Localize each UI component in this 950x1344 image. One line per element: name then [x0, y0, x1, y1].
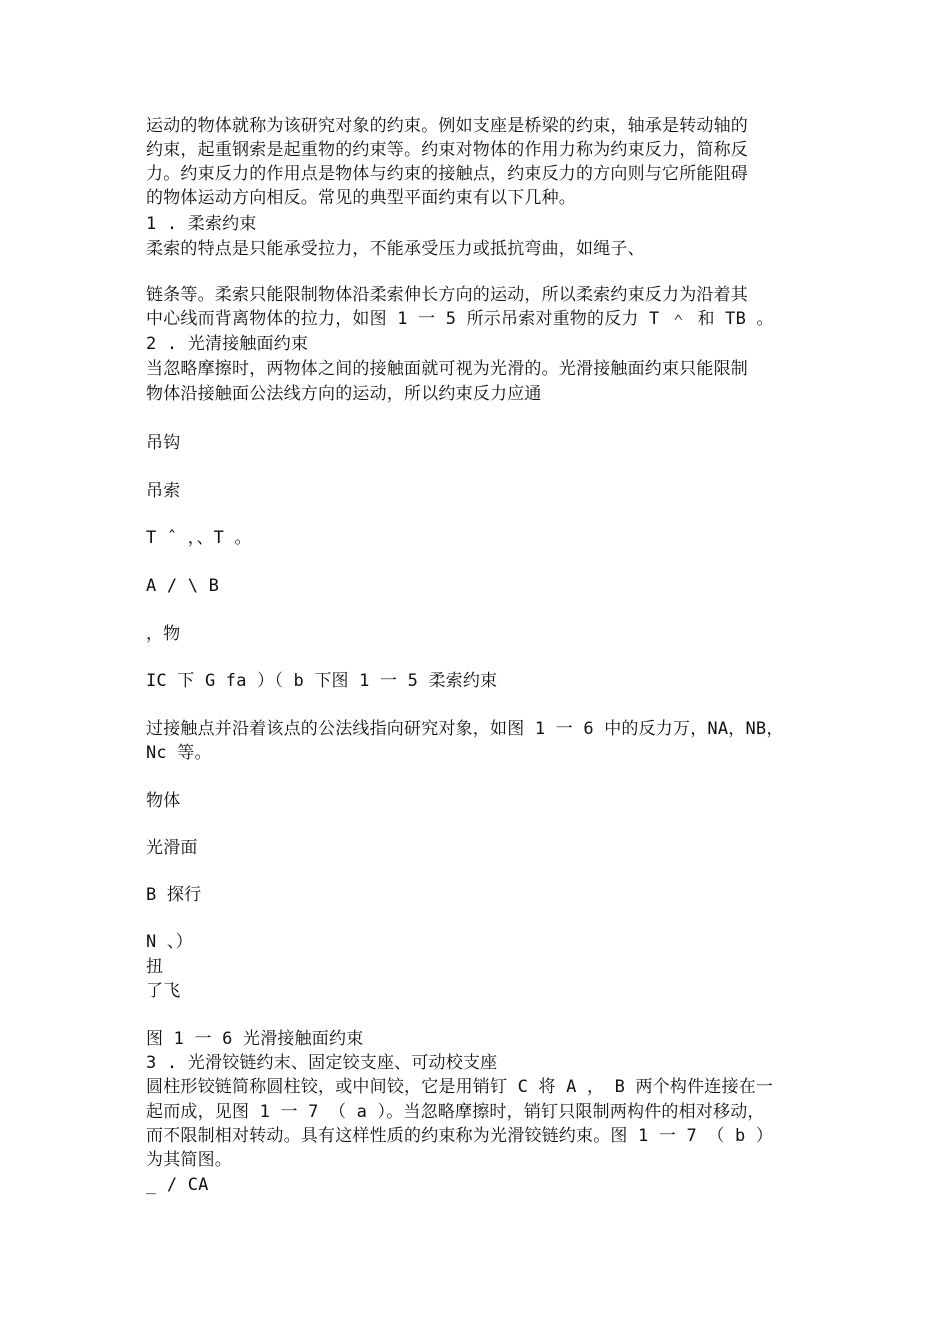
figure-label: 扭 — [146, 957, 164, 977]
section-heading: 3 . 光滑铰链约末、固定铰支座、可动校支座 — [146, 1053, 498, 1073]
figure-caption: 图 1 一 6 光滑接触面约束 — [146, 1029, 364, 1049]
text-line: 当忽略摩擦时，两物体之间的接触面就可视为光滑的。光滑接触面约束只能限制 — [146, 359, 748, 379]
text-line: 圆柱形铰链简称圆柱铰，或中间铰，它是用销钉 C 将 A ， B 两个构件连接在一 — [146, 1077, 774, 1097]
figure-label: 吊索 — [146, 481, 181, 501]
figure-label: 吊钩 — [146, 433, 181, 453]
section-heading: 1 . 柔索约束 — [146, 214, 257, 234]
figure-label: A / \ B — [146, 576, 220, 596]
text-line: 为其简图。 — [146, 1150, 232, 1170]
text-line: 中心线而背离物体的拉力，如图 1 一 5 所示吊索对重物的反力 T ＾ 和 TB 。 — [146, 309, 774, 329]
figure-label: 了飞 — [146, 981, 181, 1001]
text-line: 而不限制相对转动。具有这样性质的约束称为光滑铰链约束。图 1 一 7 （ b ） — [146, 1126, 774, 1146]
text-line: 柔索的特点是只能承受拉力，不能承受压力或抵抗弯曲，如绳子、 — [146, 239, 645, 259]
text-line: 物体沿接触面公法线方向的运动，所以约束反力应通 — [146, 384, 542, 404]
text-line: 的物体运动方向相反。常见的典型平面约束有以下几种。 — [146, 188, 576, 208]
figure-label: T ˆ ，、T 。 — [146, 528, 252, 548]
figure-label: B 探行 — [146, 885, 202, 905]
text-line: 过接触点并沿着该点的公法线指向研究对象，如图 1 一 6 中的反力万，NA，NB， — [146, 719, 784, 739]
figure-label: ，物 — [146, 624, 181, 644]
text-line: 约束，起重钢索是起重物的约束等。约束对物体的作用力称为约束反力，简称反 — [146, 140, 748, 160]
figure-label: 物体 — [146, 791, 181, 811]
figure-caption: IC 下 G fa ）（ b 下图 1 一 5 柔索约束 — [146, 671, 498, 691]
figure-label: _ / CA — [146, 1175, 209, 1195]
text-line: 运动的物体就称为该研究对象的约束。例如支座是桥梁的约束，轴承是转动轴的 — [146, 116, 748, 136]
figure-label: 光滑面 — [146, 838, 198, 858]
figure-label: N 、） — [146, 932, 193, 952]
section-heading: 2 . 光清接触面约束 — [146, 334, 309, 354]
text-line: 起而成，见图 1 一 7 （ a ）。当忽略摩擦时，销钉只限制两构件的相对移动， — [146, 1102, 765, 1122]
text-line: 力。约束反力的作用点是物体与约束的接触点，约束反力的方向则与它所能阻碍 — [146, 164, 748, 184]
text-line: Nc 等。 — [146, 743, 212, 763]
text-line: 链条等。柔索只能限制物体沿柔索伸长方向的运动，所以柔索约束反力为沿着其 — [146, 285, 748, 305]
